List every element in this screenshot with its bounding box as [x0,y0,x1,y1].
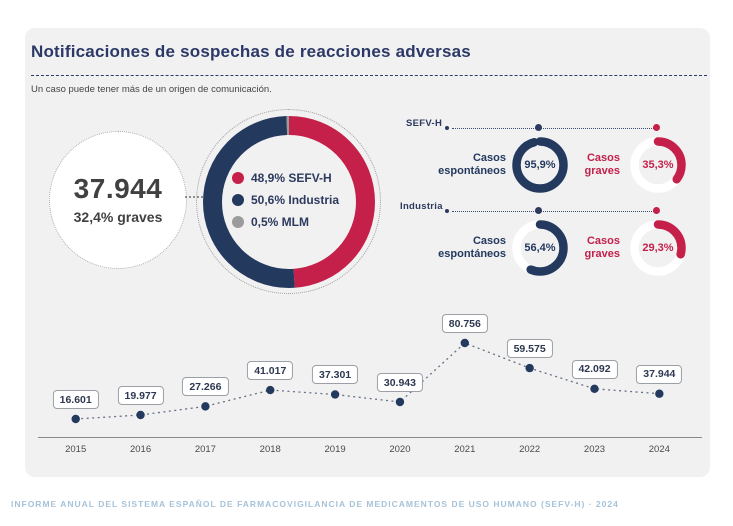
data-point-label: 80.756 [442,314,488,333]
data-point-label: 27.266 [182,377,228,396]
page-title: Notificaciones de sospechas de reacciones adversas [31,42,471,61]
line-start-dot-icon [445,126,449,130]
subtitle: Un caso puede tener más de un origen de comunicación. [31,84,272,95]
year-label: 2019 [324,444,346,455]
legend-item-industria [232,189,339,211]
legend-label: 48,9% SEFV-H [251,171,332,185]
gauge-industria-espontaneos [511,219,569,277]
gauge-sefvh-graves [629,136,687,194]
label-sefvh-graves: Casos graves [584,152,620,177]
group-label-sefvh: SEFV-H [406,118,443,129]
line-end-dot-icon [653,207,660,214]
data-point-label: 19.977 [117,386,163,405]
line-mid-dot-icon [535,124,542,131]
donut-legend [232,167,339,233]
data-point-label: 37.301 [312,365,358,384]
year-label: 2017 [194,444,216,455]
line-mid-dot-icon [535,207,542,214]
year-label: 2018 [259,444,281,455]
year-label: 2024 [648,444,670,455]
year-label: 2016 [129,444,152,455]
group-label-industria: Industria [400,201,443,212]
data-point-label: 30.943 [377,373,423,392]
year-label: 2020 [389,444,411,455]
legend-dot-icon [232,172,244,184]
data-point-label: 37.944 [636,365,682,384]
line-end-dot-icon [653,124,660,131]
title-divider [31,75,707,76]
group-connector-industria [452,211,658,212]
gauge-sefvh-espontaneos [511,136,569,194]
data-point-label: 42.092 [571,360,617,379]
x-axis-line [38,437,702,438]
label-industria-espontaneos: Casos espontáneos [438,235,506,260]
graves-percentage: 32,4% graves [73,209,163,225]
gauge-value: 29,3% [642,242,674,254]
legend-item-mlm [232,211,339,233]
year-label: 2022 [519,444,541,455]
year-label: 2023 [583,444,606,455]
gauge-industria-graves [629,219,687,277]
label-industria-graves: Casos graves [584,235,620,260]
legend-dot-icon [232,216,244,228]
legend-item-sefvh [232,167,339,189]
group-connector-sefvh [452,128,658,129]
label-sefvh-espontaneos: Casos espontáneos [438,152,506,177]
total-notifications-circle [49,131,187,269]
footer-text: INFORME ANUAL DEL SISTEMA ESPAÑOL DE FARMACOVIGILANCIA DE MEDICAMENTOS DE USO HUMANO (SEFV-H) · 2024 [11,499,619,509]
year-label: 2015 [65,444,87,455]
gauge-value: 56,4% [524,242,556,254]
data-point-label: 59.575 [507,339,553,358]
data-point-label: 41.017 [247,361,293,380]
line-start-dot-icon [445,209,449,213]
total-count: 37.944 [73,173,163,204]
legend-label: 50,6% Industria [251,193,340,207]
data-point-label: 16.601 [53,390,99,409]
gauge-value: 35,3% [642,159,674,171]
legend-label: 0,5% MLM [251,215,310,229]
year-label: 2021 [454,444,476,455]
gauge-value: 95,9% [524,159,556,171]
main-card [25,28,710,477]
legend-dot-icon [232,194,244,206]
